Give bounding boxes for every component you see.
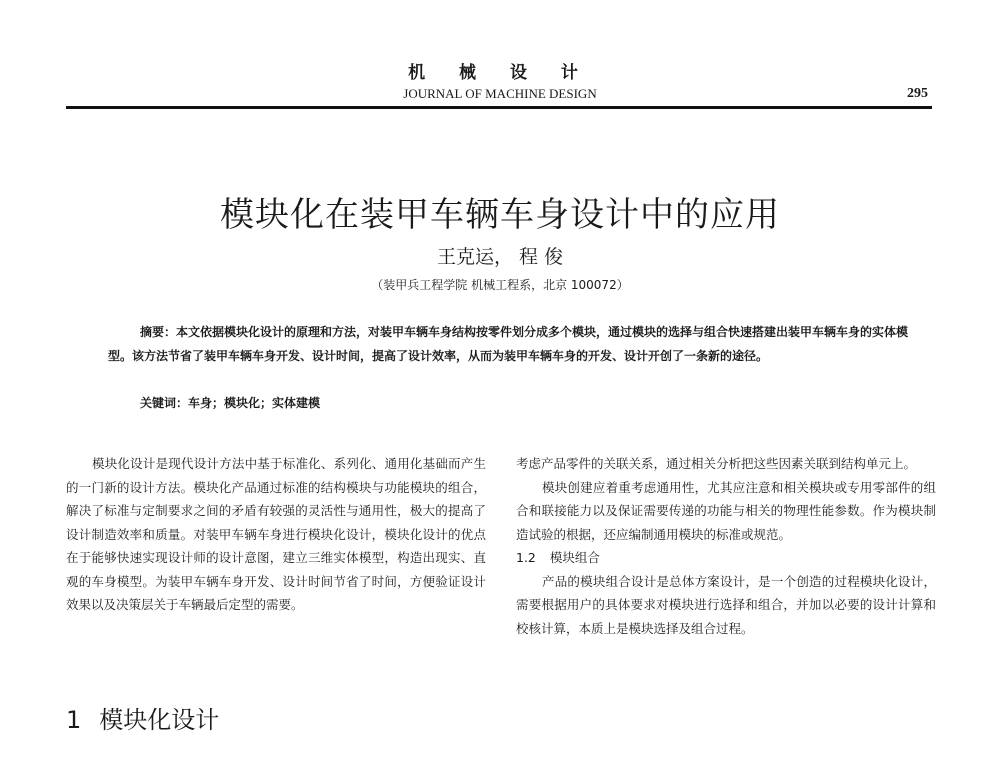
body-paragraph: 考虑产品零件的关联关系，通过相关分析把这些因素关联到结构单元上。	[516, 456, 917, 471]
section-heading	[66, 700, 219, 735]
section-title: 模块化设计	[99, 706, 220, 734]
journal-name-chinese: 机 械 设 计	[408, 63, 592, 83]
keywords: 关键词：车身；模块化；实体建模	[140, 396, 321, 410]
header-divider	[66, 106, 932, 109]
subsection-number: 1.2	[516, 550, 536, 565]
left-column	[66, 452, 486, 617]
body-paragraph: 产品的模块组合设计是总体方案设计，是一个创造的过程模块化设计，需要根据用户的具体要求对模块进行选择和组合，并加以必要的设计计算和校核计算，本质上是模块选择及组合过程。	[516, 573, 936, 636]
subsection-title: 模块组合	[549, 550, 600, 565]
affiliation: （装甲兵工程学院 机械工程系，北京 100072）	[371, 278, 629, 292]
abstract: 摘要：本文依据模块化设计的原理和方法，对装甲车辆车身结构按零件划分成多个模块，通过模块的选择与组合快速搭建出装甲车辆车身的实体模型。该方法节省了装甲车辆车身开发、设计时间，提高了设计效率，从而为装甲车辆车身的开发、设计开创了一条新的途径。	[108, 325, 909, 363]
subsection-heading	[516, 546, 936, 570]
page-number: 295	[907, 86, 928, 101]
right-column	[516, 452, 936, 640]
paper-title: 模块化在装甲车辆车身设计中的应用	[220, 194, 780, 235]
intro-paragraph: 模块化设计是现代设计方法中基于标准化、系列化、通用化基础而产生的一门新的设计方法。模块化产品通过标准的结构模块与功能模块的组合，解决了标准与定制要求之间的矛盾有较强的灵活性与通用性，极大的提高了设计制造效率和质量。对装甲车辆车身进行模块化设计，模块化设计的优点在于能够快速实现设计师的设计意图，建立三维实体模型，构造出现实、直观的车身模型。为装甲车辆车身开发、设计时间节省了时间，方便验证设计效果以及决策层关于车辆最后定型的需要。	[66, 456, 486, 612]
authors: 王克运， 程 俊	[436, 246, 564, 268]
body-paragraph: 模块创建应着重考虑通用性，尤其应注意和相关模块或专用零部件的组合和联接能力以及保证需要传递的功能与相关的物理性能参数。作为模块制造试验的根据，还应编制通用模块的标准或规范。	[516, 479, 936, 542]
journal-name-english: JOURNAL OF MACHINE DESIGN	[403, 86, 597, 101]
section-number: 1	[66, 706, 82, 734]
